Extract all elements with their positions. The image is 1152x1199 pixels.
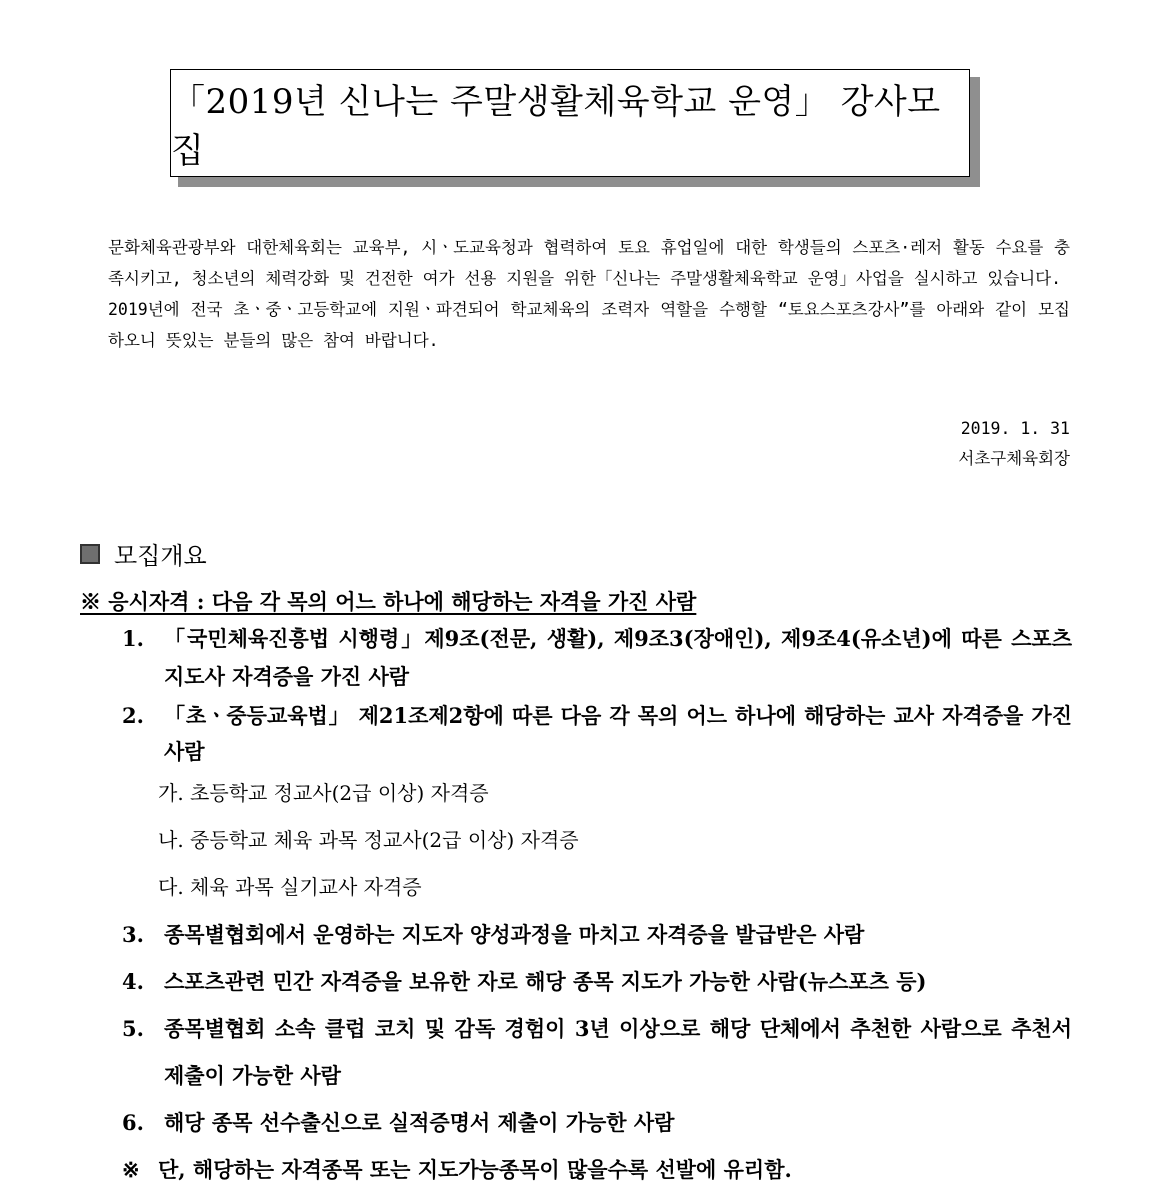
item-number: 5.	[122, 1016, 144, 1041]
qualification-list	[122, 620, 1072, 1193]
sub-item: 나. 중등학교 체육 과목 정교사(2급 이상) 자격증	[158, 828, 579, 852]
list-item	[122, 1099, 1072, 1146]
note	[122, 1146, 1072, 1193]
item-number: 6.	[122, 1110, 144, 1135]
item-text: 스포츠관련 민간 자격증을 보유한 자로 해당 종목 지도가 가능한 사람(뉴스포츠 등)	[164, 969, 927, 994]
item-text: 종목별협회 소속 클럽 코치 및 감독 경험이 3년 이상으로 해당 단체에서 추천한 사람으로 추천서 제출이 가능한 사람	[164, 1016, 1072, 1088]
square-bullet-icon	[80, 544, 100, 564]
title-box	[170, 69, 970, 177]
signature-block	[958, 414, 1070, 474]
note-text: 단, 해당하는 자격종목 또는 지도가능종목이 많을수록 선발에 유리함.	[158, 1157, 792, 1182]
item-text: 종목별협회에서 운영하는 지도자 양성과정을 마치고 자격증을 발급받은 사람	[164, 922, 865, 947]
item-number: 2.	[122, 703, 144, 728]
item-text: 해당 종목 선수출신으로 실적증명서 제출이 가능한 사람	[164, 1110, 675, 1135]
intro-paragraph-2: 2019년에 전국 초ㆍ중ㆍ고등학교에 지원ㆍ파견되어 학교체육의 조력자 역할을 수행할 “토요스포츠강사”를 아래와 같이 모집하오니 뜻있는 분들의 많은 참여 바랍니다.	[108, 300, 1070, 350]
list-item	[122, 911, 1072, 958]
sub-item: 다. 체육 과목 실기교사 자격증	[158, 875, 422, 899]
note-mark: ※	[122, 1157, 140, 1182]
section-heading	[80, 536, 207, 571]
document-title: 「2019년 신나는 주말생활체육학교 운영」 강사모집	[171, 82, 941, 171]
item-number: 1.	[122, 626, 144, 651]
issuer: 서초구체육회장	[958, 449, 1070, 468]
list-item	[122, 698, 1072, 770]
list-item	[122, 958, 1072, 1005]
sub-item: 가. 초등학교 정교사(2급 이상) 자격증	[158, 781, 489, 805]
section-title: 모집개요	[114, 542, 207, 570]
issue-date: 2019. 1. 31	[960, 419, 1070, 438]
item-text: 「국민체육진흥법 시행령」제9조(전문, 생활), 제9조3(장애인), 제9조4(유소년)에 따른 스포츠지도사 자격증을 가진 사람	[164, 626, 1072, 689]
item-number: 4.	[122, 969, 144, 994]
list-item	[122, 1005, 1072, 1099]
list-item	[122, 620, 1072, 696]
item-text: 「초ㆍ중등교육법」 제21조제2항에 따른 다음 각 목의 어느 하나에 해당하는 교사 자격증을 가진 사람	[164, 703, 1072, 764]
intro-paragraph-1: 문화체육관광부와 대한체육회는 교육부, 시ㆍ도교육청과 협력하여 토요 휴업일에 대한 학생들의 스포츠·레저 활동 수요를 충족시키고, 청소년의 체력강화 및 건전한 여가 선용 지원을 위한「신나는 주말생활체육학교 운영」사업을 실시하고 있습니다.	[108, 238, 1070, 288]
intro-text	[108, 232, 1070, 356]
item-number: 3.	[122, 922, 144, 947]
qualification-heading: ※ 응시자격 : 다음 각 목의 어느 하나에 해당하는 자격을 가진 사람	[80, 589, 697, 614]
